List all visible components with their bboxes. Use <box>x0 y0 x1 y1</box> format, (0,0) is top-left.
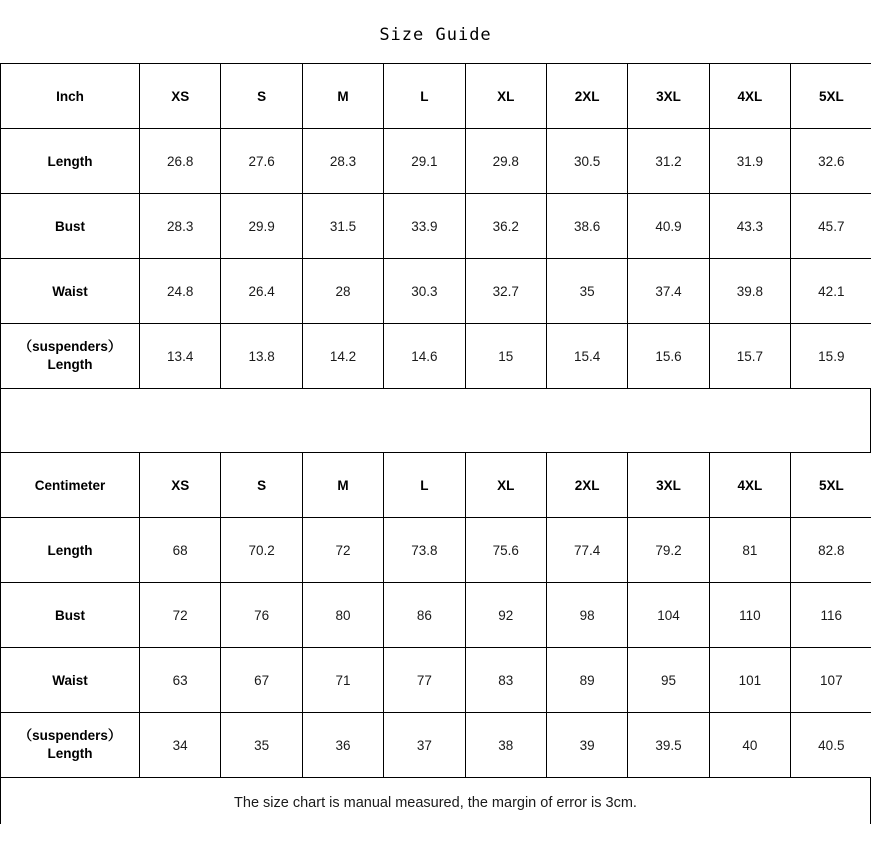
cell-value: 39.5 <box>628 713 709 778</box>
cell-value: 40.9 <box>628 194 709 259</box>
column-header-m: M <box>302 64 383 129</box>
row-label-line1: （suspenders） <box>18 727 122 743</box>
cell-value: 101 <box>709 648 790 713</box>
column-header-5xl: 5XL <box>791 453 871 518</box>
cell-value: 30.5 <box>546 129 627 194</box>
table-row <box>1 129 871 194</box>
cell-value: 26.8 <box>140 129 221 194</box>
row-label-waist: Waist <box>1 259 140 324</box>
page-title: Size Guide <box>379 25 492 45</box>
column-header-s: S <box>221 64 302 129</box>
row-label-bust: Bust <box>1 194 140 259</box>
cell-value: 15.7 <box>709 324 790 389</box>
cell-value: 77 <box>384 648 465 713</box>
cell-value: 86 <box>384 583 465 648</box>
column-header-5xl: 5XL <box>791 64 871 129</box>
cell-value: 75.6 <box>465 518 546 583</box>
cell-value: 110 <box>709 583 790 648</box>
column-header-m: M <box>302 453 383 518</box>
cell-value: 31.5 <box>302 194 383 259</box>
table-spacer <box>0 389 871 452</box>
column-header-4xl: 4XL <box>709 64 790 129</box>
row-label-bust: Bust <box>1 583 140 648</box>
cell-value: 95 <box>628 648 709 713</box>
cell-value: 33.9 <box>384 194 465 259</box>
column-header-l: L <box>384 64 465 129</box>
cell-value: 36.2 <box>465 194 546 259</box>
column-header-xs: XS <box>140 453 221 518</box>
column-header-xs: XS <box>140 64 221 129</box>
cell-value: 72 <box>302 518 383 583</box>
unit-label-centimeter: Centimeter <box>1 453 140 518</box>
cell-value: 37.4 <box>628 259 709 324</box>
cell-value: 26.4 <box>221 259 302 324</box>
cell-value: 67 <box>221 648 302 713</box>
cell-value: 39.8 <box>709 259 790 324</box>
cell-value: 83 <box>465 648 546 713</box>
cell-value: 80 <box>302 583 383 648</box>
cell-value: 45.7 <box>791 194 871 259</box>
cell-value: 34 <box>140 713 221 778</box>
cell-value: 14.2 <box>302 324 383 389</box>
cell-value: 28.3 <box>302 129 383 194</box>
cell-value: 35 <box>221 713 302 778</box>
column-header-3xl: 3XL <box>628 64 709 129</box>
cell-value: 116 <box>791 583 871 648</box>
row-label-line2: Length <box>47 746 93 761</box>
table-row <box>1 713 871 778</box>
cell-value: 36 <box>302 713 383 778</box>
table-header-row <box>1 453 871 518</box>
cell-value: 39 <box>546 713 627 778</box>
table-row <box>1 648 871 713</box>
row-label-suspenders-length <box>1 713 140 778</box>
cell-value: 38.6 <box>546 194 627 259</box>
cell-value: 30.3 <box>384 259 465 324</box>
column-header-2xl: 2XL <box>546 64 627 129</box>
row-label-length: Length <box>1 518 140 583</box>
cell-value: 92 <box>465 583 546 648</box>
table-row <box>1 324 871 389</box>
cell-value: 28 <box>302 259 383 324</box>
cell-value: 70.2 <box>221 518 302 583</box>
cell-value: 27.6 <box>221 129 302 194</box>
cell-value: 82.8 <box>791 518 871 583</box>
table-row <box>1 583 871 648</box>
table-header-row <box>1 64 871 129</box>
cell-value: 32.6 <box>791 129 871 194</box>
cell-value: 31.9 <box>709 129 790 194</box>
cell-value: 107 <box>791 648 871 713</box>
cell-value: 42.1 <box>791 259 871 324</box>
cell-value: 73.8 <box>384 518 465 583</box>
cell-value: 29.1 <box>384 129 465 194</box>
unit-label-inch: Inch <box>1 64 140 129</box>
cell-value: 89 <box>546 648 627 713</box>
cell-value: 38 <box>465 713 546 778</box>
cell-value: 15.9 <box>791 324 871 389</box>
row-label-length: Length <box>1 129 140 194</box>
cell-value: 31.2 <box>628 129 709 194</box>
row-label-waist: Waist <box>1 648 140 713</box>
cell-value: 72 <box>140 583 221 648</box>
size-table-inch <box>0 63 871 389</box>
cell-value: 35 <box>546 259 627 324</box>
cell-value: 29.8 <box>465 129 546 194</box>
column-header-s: S <box>221 453 302 518</box>
cell-value: 15 <box>465 324 546 389</box>
cell-value: 32.7 <box>465 259 546 324</box>
column-header-2xl: 2XL <box>546 453 627 518</box>
cell-value: 104 <box>628 583 709 648</box>
row-label-line1: （suspenders） <box>18 338 122 354</box>
cell-value: 76 <box>221 583 302 648</box>
cell-value: 79.2 <box>628 518 709 583</box>
cell-value: 28.3 <box>140 194 221 259</box>
cell-value: 13.4 <box>140 324 221 389</box>
cell-value: 63 <box>140 648 221 713</box>
column-header-l: L <box>384 453 465 518</box>
cell-value: 98 <box>546 583 627 648</box>
cell-value: 14.6 <box>384 324 465 389</box>
cell-value: 43.3 <box>709 194 790 259</box>
size-table-centimeter <box>0 452 871 778</box>
measurement-disclaimer: The size chart is manual measured, the margin of error is 3cm. <box>0 778 871 824</box>
column-header-4xl: 4XL <box>709 453 790 518</box>
table-row <box>1 518 871 583</box>
cell-value: 13.8 <box>221 324 302 389</box>
table-row <box>1 259 871 324</box>
cell-value: 40 <box>709 713 790 778</box>
cell-value: 37 <box>384 713 465 778</box>
table-row <box>1 194 871 259</box>
column-header-xl: XL <box>465 64 546 129</box>
row-label-line2: Length <box>47 357 93 372</box>
cell-value: 24.8 <box>140 259 221 324</box>
cell-value: 71 <box>302 648 383 713</box>
cell-value: 77.4 <box>546 518 627 583</box>
column-header-xl: XL <box>465 453 546 518</box>
cell-value: 15.4 <box>546 324 627 389</box>
cell-value: 40.5 <box>791 713 871 778</box>
cell-value: 81 <box>709 518 790 583</box>
cell-value: 15.6 <box>628 324 709 389</box>
column-header-3xl: 3XL <box>628 453 709 518</box>
cell-value: 29.9 <box>221 194 302 259</box>
row-label-suspenders-length <box>1 324 140 389</box>
cell-value: 68 <box>140 518 221 583</box>
